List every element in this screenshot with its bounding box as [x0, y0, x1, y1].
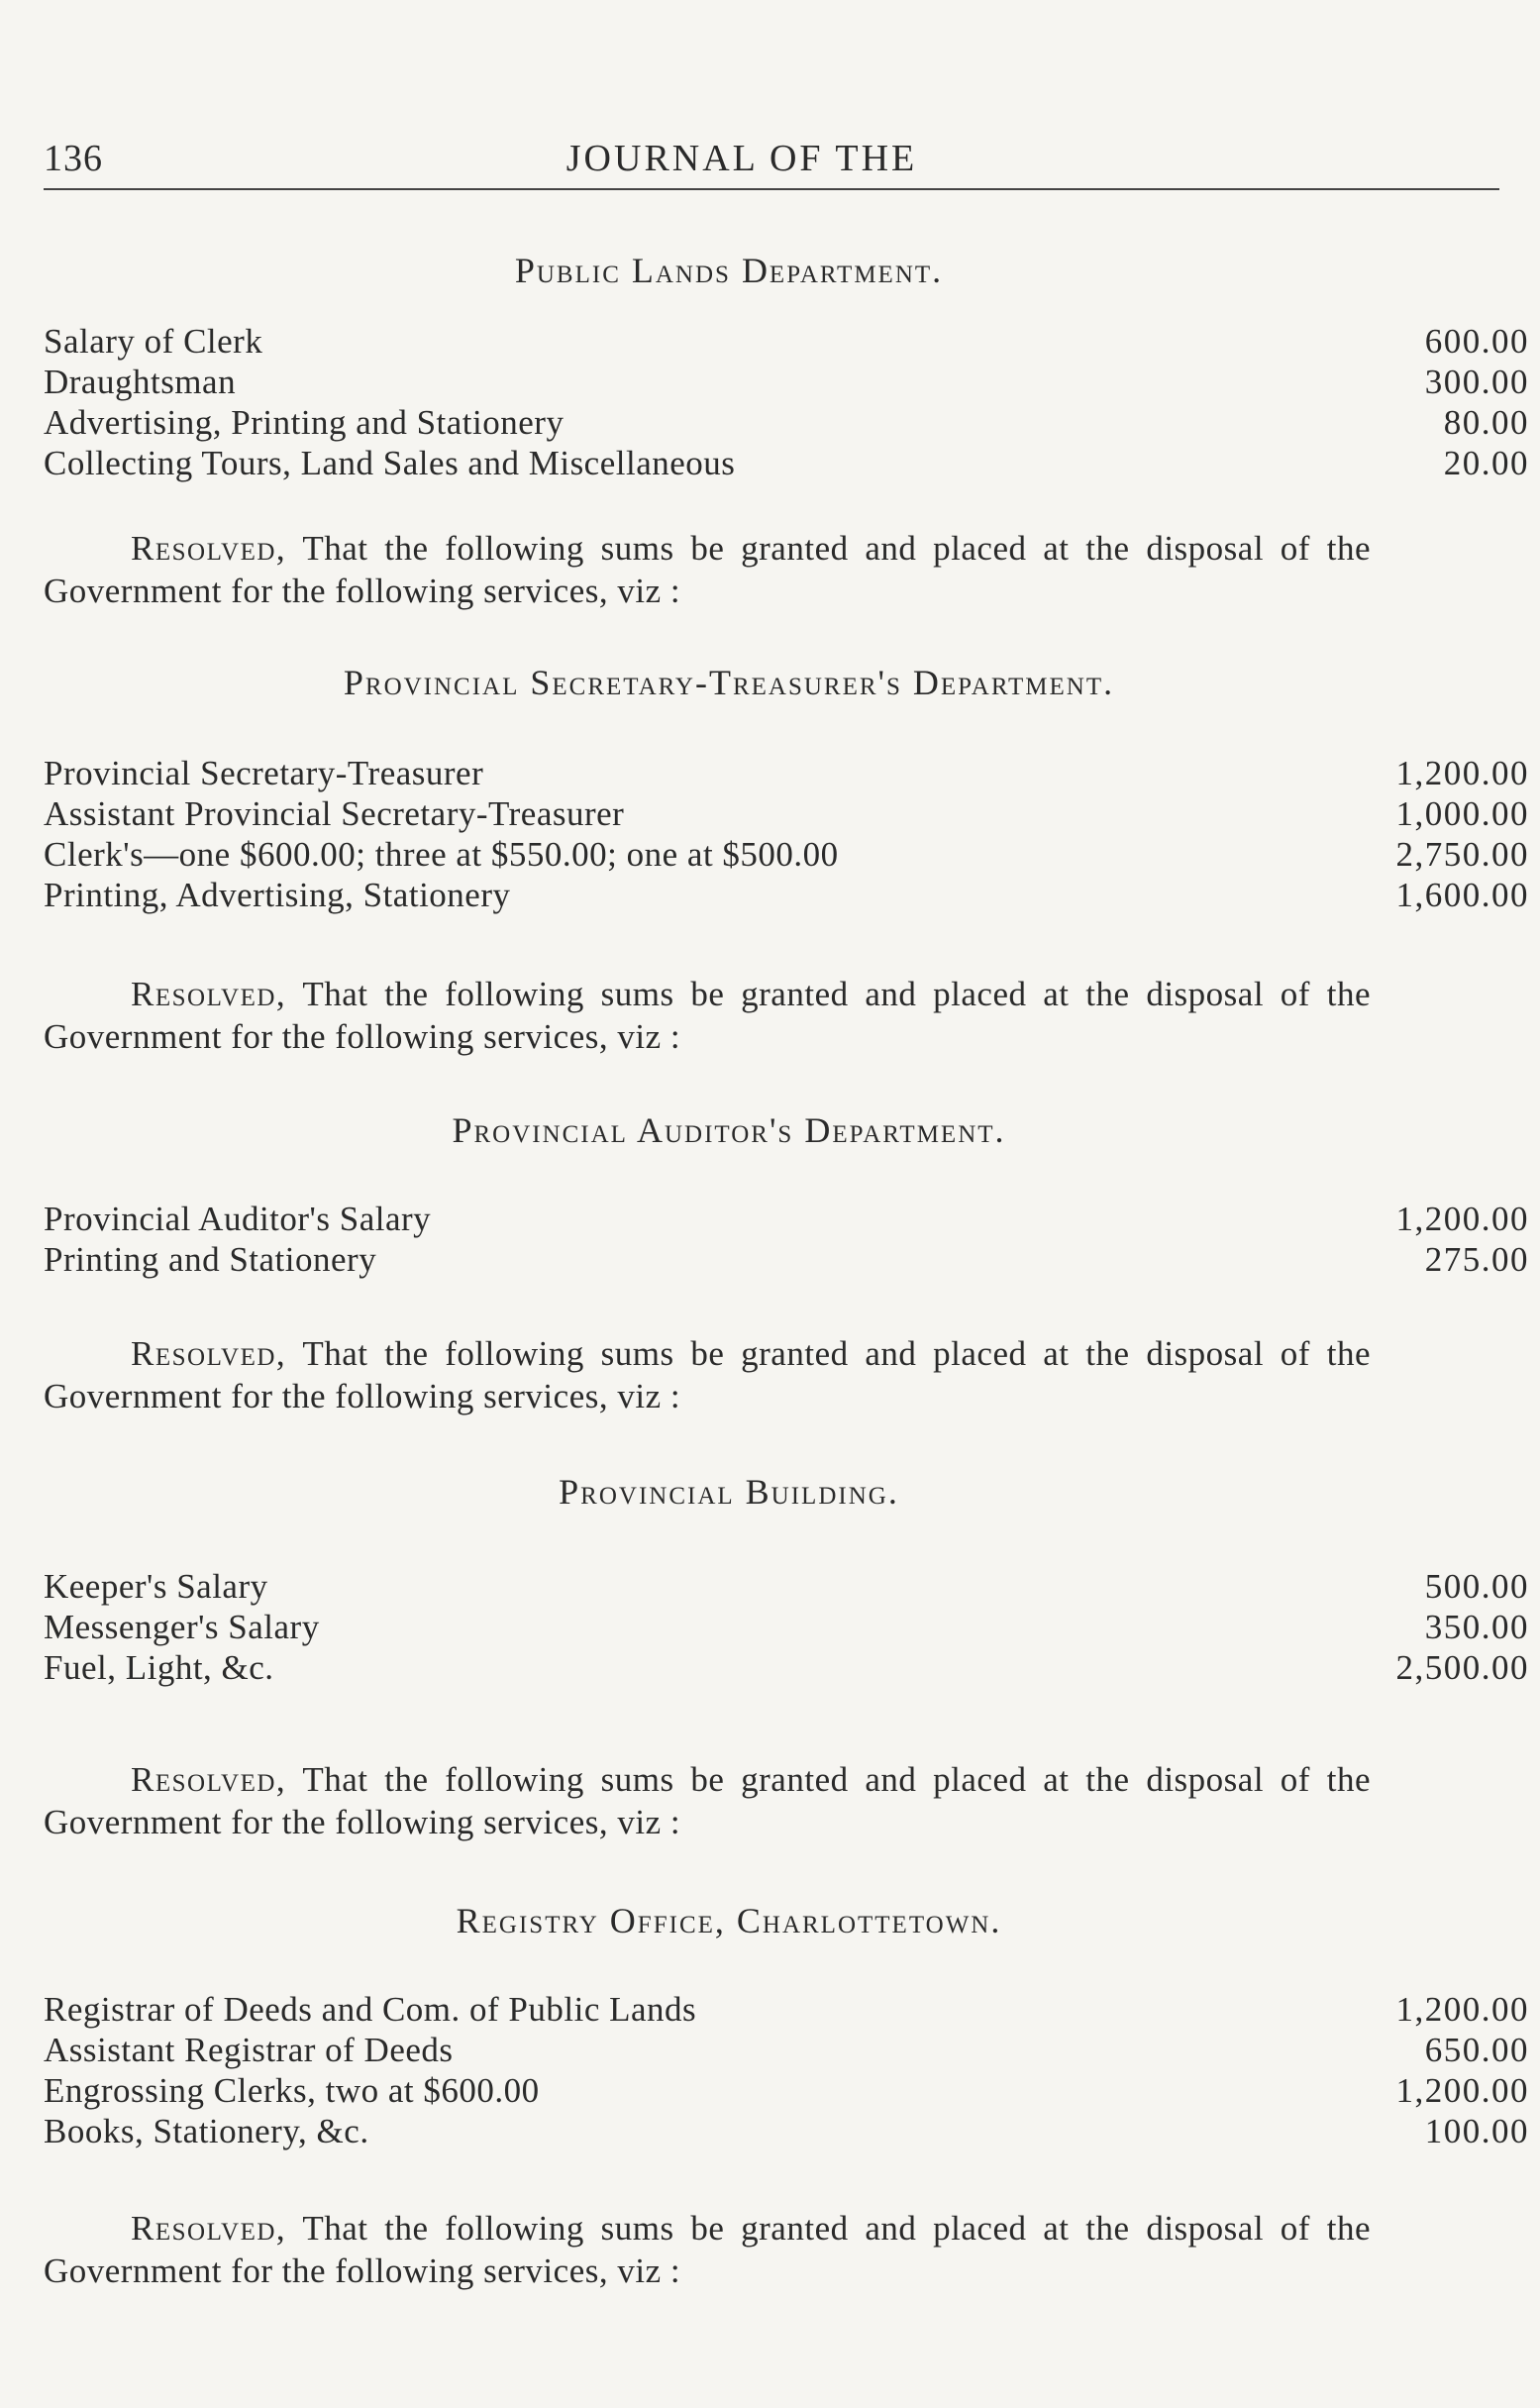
line-item — [44, 1607, 1533, 1647]
item-label: Books, Stationery, &c. — [44, 2112, 369, 2150]
resolution-text: That the following sums be granted and placed at the disposal of the Government for the following services, viz : — [44, 975, 1371, 1056]
line-item — [44, 1647, 1533, 1688]
item-amount: 1,600.00 — [1395, 876, 1529, 914]
section-registry-office — [44, 1900, 1533, 2151]
item-amount: 1,200.00 — [1395, 754, 1529, 792]
item-label: Clerk's—one $600.00; three at $550.00; one at $500.00 — [44, 835, 839, 874]
section-title: Provincial Auditor's Department. — [452, 1110, 1006, 1150]
item-amount: 300.00 — [1424, 363, 1529, 401]
section-title: Provincial Secretary-Treasurer's Department. — [343, 663, 1115, 702]
section-provincial-building — [44, 1471, 1533, 1688]
line-item — [44, 834, 1533, 875]
resolution-paragraph — [44, 973, 1371, 1058]
section-title: Provincial Building. — [559, 1472, 899, 1512]
resolution-lead: Resolved, — [131, 529, 287, 568]
item-label: Messenger's Salary — [44, 1608, 320, 1646]
section-title: Public Lands Department. — [514, 251, 944, 290]
line-item — [44, 875, 1533, 915]
section-public-lands — [44, 250, 1533, 483]
section-secretary-treasurer — [44, 662, 1533, 915]
resolution-paragraph — [44, 1332, 1371, 1417]
resolution-text: That the following sums be granted and placed at the disposal of the Government for the following services, viz : — [44, 1760, 1371, 1841]
line-item — [44, 402, 1533, 443]
line-item — [44, 2070, 1533, 2111]
item-label: Assistant Provincial Secretary-Treasurer — [44, 794, 625, 833]
item-label: Printing and Stationery — [44, 1240, 377, 1279]
resolution-lead: Resolved, — [131, 975, 287, 1013]
resolution-paragraph — [44, 1758, 1371, 1843]
section-title: Registry Office, Charlottetown. — [456, 1901, 1002, 1940]
item-amount: 80.00 — [1443, 403, 1529, 442]
line-item — [44, 443, 1533, 483]
page-header — [44, 137, 1499, 190]
item-amount: 1,200.00 — [1395, 2071, 1529, 2110]
item-label: Assistant Registrar of Deeds — [44, 2031, 454, 2069]
line-item — [44, 1566, 1533, 1607]
line-item — [44, 321, 1533, 362]
resolution-text: That the following sums be granted and placed at the disposal of the Government for the following services, viz : — [44, 2209, 1371, 2290]
item-amount: 650.00 — [1424, 2031, 1529, 2069]
resolution-paragraph — [44, 2207, 1371, 2292]
item-label: Engrossing Clerks, two at $600.00 — [44, 2071, 540, 2110]
item-label: Registrar of Deeds and Com. of Public Lands — [44, 1990, 697, 2029]
line-item — [44, 793, 1533, 834]
section-auditor — [44, 1109, 1533, 1280]
line-item — [44, 1239, 1533, 1280]
item-label: Advertising, Printing and Stationery — [44, 403, 565, 442]
item-amount: 1,200.00 — [1395, 1990, 1529, 2029]
item-label: Salary of Clerk — [44, 322, 263, 361]
item-label: Keeper's Salary — [44, 1567, 268, 1606]
item-label: Provincial Secretary-Treasurer — [44, 754, 484, 792]
item-amount: 500.00 — [1424, 1567, 1529, 1606]
resolution-lead: Resolved, — [131, 2209, 287, 2248]
resolution-lead: Resolved, — [131, 1334, 287, 1373]
item-amount: 275.00 — [1424, 1240, 1529, 1279]
resolution-paragraph — [44, 527, 1371, 612]
line-item — [44, 2030, 1533, 2070]
resolution-lead: Resolved, — [131, 1760, 287, 1799]
item-label: Collecting Tours, Land Sales and Miscellaneous — [44, 444, 736, 482]
line-item — [44, 362, 1533, 402]
line-item — [44, 1199, 1533, 1239]
item-amount: 100.00 — [1424, 2112, 1529, 2150]
line-item — [44, 1989, 1533, 2030]
running-title: JOURNAL OF THE — [565, 138, 918, 179]
item-amount: 600.00 — [1424, 322, 1529, 361]
item-label: Fuel, Light, &c. — [44, 1648, 274, 1687]
item-amount: 1,000.00 — [1395, 794, 1529, 833]
resolution-text: That the following sums be granted and placed at the disposal of the Government for the following services, viz : — [44, 529, 1371, 610]
item-label: Provincial Auditor's Salary — [44, 1200, 432, 1238]
item-amount: 2,750.00 — [1395, 835, 1529, 874]
line-item — [44, 753, 1533, 793]
item-amount: 350.00 — [1424, 1608, 1529, 1646]
item-label: Printing, Advertising, Stationery — [44, 876, 511, 914]
line-item — [44, 2111, 1533, 2151]
resolution-text: That the following sums be granted and placed at the disposal of the Government for the following services, viz : — [44, 1334, 1371, 1415]
item-amount: 1,200.00 — [1395, 1200, 1529, 1238]
page-number: 136 — [44, 138, 103, 179]
item-amount: 2,500.00 — [1395, 1648, 1529, 1687]
item-label: Draughtsman — [44, 363, 237, 401]
item-amount: 20.00 — [1443, 444, 1529, 482]
